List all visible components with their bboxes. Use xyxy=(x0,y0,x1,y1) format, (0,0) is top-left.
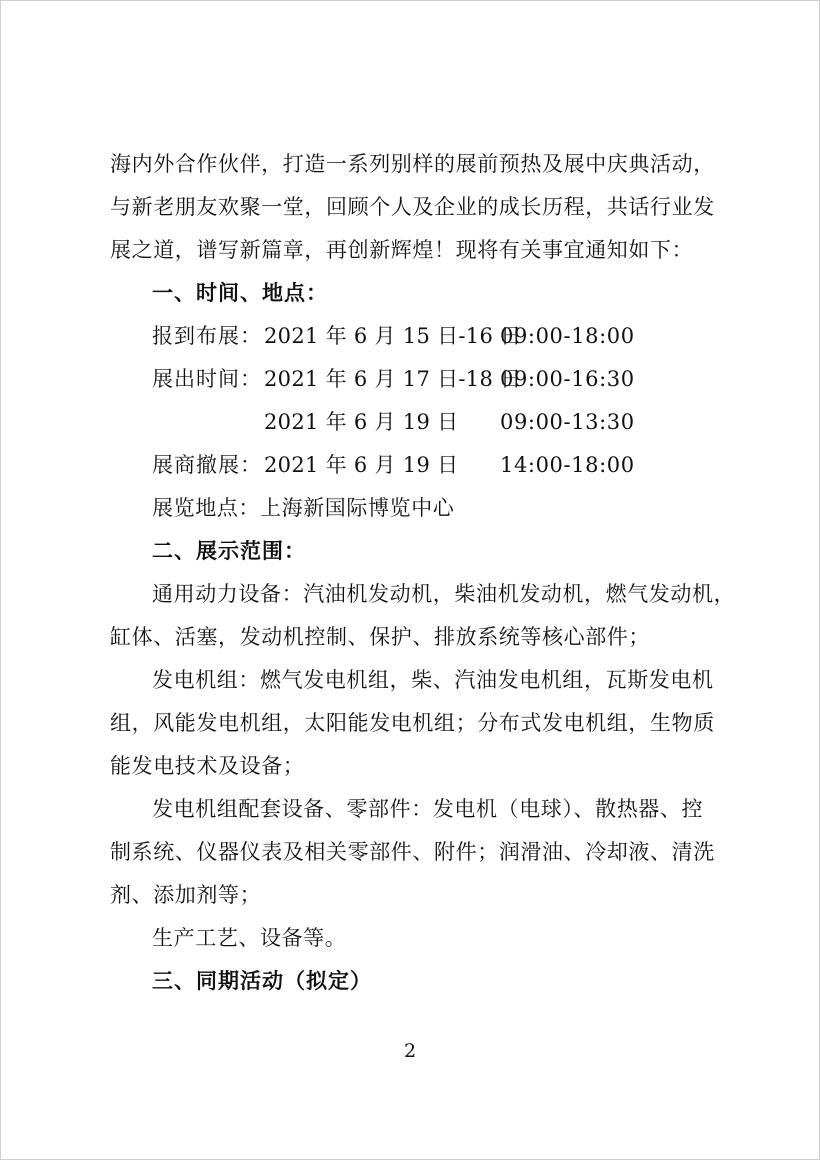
schedule-time: 14:00-18:00 xyxy=(500,453,635,477)
schedule-row-checkin xyxy=(110,315,722,358)
schedule-row-exhibition xyxy=(110,358,722,401)
schedule-row-teardown xyxy=(110,444,722,487)
scope-item-4-line-1: 生产工艺、设备等。 xyxy=(152,926,347,950)
document-body xyxy=(110,143,736,1003)
scope-item-3-line-2: 制系统、仪器仪表及相关零部件、附件；润滑油、冷却液、清洗 xyxy=(110,840,715,864)
section-2-heading: 二、展示范围： xyxy=(152,539,306,563)
schedule-row-exhibition-final-day xyxy=(110,401,722,444)
schedule-time: 09:00-16:30 xyxy=(500,367,635,391)
section-3-heading: 三、同期活动（拟定） xyxy=(152,969,372,993)
scope-item-1-line-1: 通用动力设备：汽油机发动机，柴油机发动机，燃气发动机， xyxy=(152,582,736,606)
section-1-heading: 一、时间、地点： xyxy=(152,281,328,305)
scope-item-2-line-3: 能发电技术及设备； xyxy=(110,754,305,778)
schedule-time: 09:00-18:00 xyxy=(500,324,635,348)
scope-item-2-line-2: 组，风能发电机组，太阳能发电机组；分布式发电机组，生物质 xyxy=(110,711,715,735)
schedule-label: 报到布展： xyxy=(152,324,262,348)
scope-item-1-line-2: 缸体、活塞，发动机控制、保护、排放系统等核心部件； xyxy=(110,625,650,649)
page-number: 2 xyxy=(403,1040,417,1062)
schedule-label: 展商撤展： xyxy=(152,453,262,477)
schedule-date: 2021 年 6 月 17 日-18 日 xyxy=(264,367,522,391)
schedule-date: 2021 年 6 月 19 日 xyxy=(264,453,459,477)
venue-line: 展览地点：上海新国际博览中心 xyxy=(152,496,455,520)
intro-line-3: 展之道，谱写新篇章，再创新辉煌！现将有关事宜通知如下： xyxy=(110,238,694,262)
schedule-label xyxy=(152,401,264,444)
schedule-date: 2021 年 6 月 15 日-16 日 xyxy=(264,324,522,348)
scope-item-2-line-1: 发电机组：燃气发电机组，柴、汽油发电机组，瓦斯发电机 xyxy=(152,668,714,692)
schedule-date: 2021 年 6 月 19 日 xyxy=(264,410,459,434)
scope-item-3-line-1: 发电机组配套设备、零部件：发电机（电球）、散热器、控 xyxy=(152,797,704,821)
scope-item-3-line-3: 剂、添加剂等； xyxy=(110,883,262,907)
schedule-label: 展出时间： xyxy=(152,367,262,391)
intro-line-1: 海内外合作伙伴，打造一系列别样的展前预热及展中庆典活动， xyxy=(110,152,715,176)
schedule-time: 09:00-13:30 xyxy=(500,410,635,434)
intro-line-2: 与新老朋友欢聚一堂，回顾个人及企业的成长历程，共话行业发 xyxy=(110,195,715,219)
